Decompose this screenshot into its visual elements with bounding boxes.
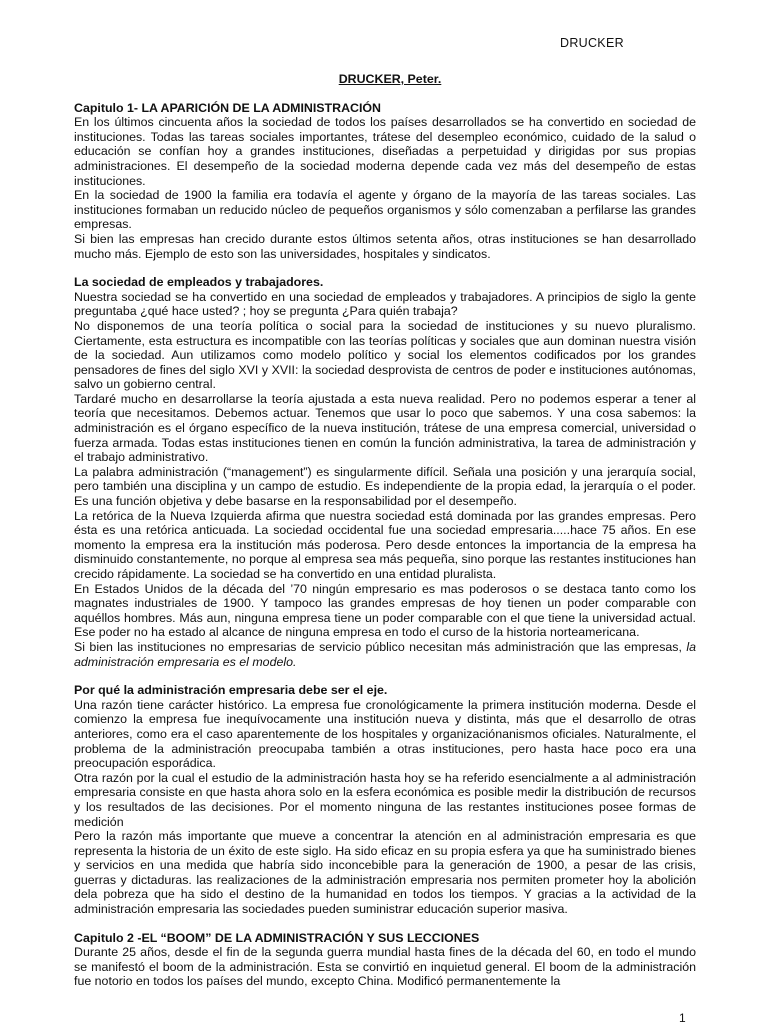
paragraph: En los últimos cincuenta años la sociedad de todos los países desarrollados se ha convertido en sociedad de instituciones. Todas las tareas sociales importantes, trátese del desempleo económico, cuidado de la salud o educación se confían hoy a grandes instituciones, diseñadas a perpetuidad y dirigidas por sus propias administraciones. El desempeño de la sociedad moderna depende cada vez más del desempeño de estas instituciones. [74,115,696,188]
paragraph: Otra razón por la cual el estudio de la administración hasta hoy se ha referido esencialmente a al administración empresaria consiste en que hasta ahora solo en la esfera económica es posible medir la distribución de recursos y los resultados de las decisiones. Por el momento ninguna de las restantes instituciones posee formas de medición [74,770,696,829]
paragraph: En la sociedad de 1900 la familia era todavía el agente y órgano de la mayoría de las tareas sociales. Las instituciones formaban un reducido núcleo de pequeños organismos y sólo comenzaban a perfilarse las grandes empresas. [74,188,696,232]
paragraph-text: Si bien las instituciones no empresarias de servicio público necesitan más administración que las empresas, [74,639,687,654]
paragraph-with-emphasis [74,640,696,669]
section-heading-por-que: Por qué la administración empresaria debe ser el eje. [74,683,388,698]
paragraph: Una razón tiene carácter histórico. La empresa fue cronológicamente la primera institución moderna. Desde el comienzo la empresa fue inequívocamente una institución nueva y distinta, más que el desarrollo de otras anteriores, como era el caso aparentemente de los hospitales y organizaciónanismos oficiales. Naturalmente, el problema de la administración preocupaba también a otras instituciones, pero hasta hace poco era una preocupación esporádica. [74,697,696,771]
paragraph: La palabra administración (“management”) es singularmente difícil. Señala una posición y una jerarquía social, pero también una disciplina y un campo de estudio. Es independiente de la propia edad, la jerarquía o el poder. Es una función objetiva y debe basarse en la responsabilidad por el desempeño. [74,464,696,509]
section-heading-sociedad: La sociedad de empleados y trabajadores. [74,275,324,290]
paragraph: Si bien las empresas han crecido durante estos últimos setenta años, otras instituciones se han desarrollado mucho más. Ejemplo de esto son las universidades, hospitales y sindicatos. [74,231,696,261]
page-number: 1 [679,1011,686,1025]
paragraph: Pero la razón más importante que mueve a concentrar la atención en al administración empresaria es que representa la historia de un éxito de este siglo. Ha sido eficaz en su propia esfera ya que ha suministrado bienes y servicios en una medida que habría sido inconcebible para la generación de 1900, a pesar de las crisis, guerras y dictaduras. las realizaciones de la administración empresaria nos permiten prometer hoy la abolición dela pobreza que ha sido el destino de la humanidad en todos los tiempos. Y gracias a la actividad de la administración empresaria las sociedades pueden suministrar educación superior masiva. [74,829,696,917]
emphasized-text: la administración empresaria es el modelo. [74,639,696,669]
paragraph: Nuestra sociedad se ha convertido en una sociedad de empleados y trabajadores. A principios de siglo la gente preguntaba ¿qué hace usted? ; hoy se pregunta ¿Para quién trabaja? [74,289,696,319]
running-header: DRUCKER [560,36,624,50]
paragraph: Durante 25 años, desde el fin de la segunda guerra mundial hasta fines de la década del 60, en todo el mundo se manifestó el boom de la administración. Esta se convirtió en inquietud general. El boom de la administración fue notorio en todos los países del mundo, excepto China. Modificó permanentemente la [74,945,696,989]
paragraph: No disponemos de una teoría política o social para la sociedad de instituciones y su nuevo pluralismo. Ciertamente, esta estructura es incompatible con las teorías políticas y sociales que aun dominan nuestra visión de la sociedad. Aun utilizamos como modelo político y social los elementos codificados por los grandes pensadores de fines del siglo XVI y XVII: la sociedad desprovista de centros de poder e instituciones autónomas, salvo un gobierno central. [74,318,696,392]
chapter-1-heading: Capitulo 1- LA APARICIÓN DE LA ADMINISTRACIÓN [74,100,381,115]
paragraph: Tardaré mucho en desarrollarse la teoría ajustada a esta nueva realidad. Pero no podemos esperar a tener al teoría que necesitamos. Debemos actuar. Tenemos que usar lo poco que sabemos. Y una cosa sabemos: la administración es el órgano específico de la nueva institución, trátese de una empresa comercial, universidad o fuerza armada. Todas estas instituciones tienen en común la función administrativa, la tarea de administración y el trabajo administrativo. [74,391,696,465]
paragraph: En Estados Unidos de la década del ’70 ningún empresario es mas poderosos o se destaca tanto como los magnates industriales de 1900. Y tampoco las grandes empresas de hoy tienen un poder comparable con aquéllos hombres. Más aun, ninguna empresa tiene un poder comparable con el que tiene la universidad actual. Ese poder no ha estado al alcance de ninguna empresa en todo el curso de la historia norteamericana. [74,581,696,640]
chapter-2-heading: Capitulo 2 -EL “BOOM” DE LA ADMINISTRACIÓN Y SUS LECCIONES [74,930,480,945]
document-body [74,72,696,989]
paragraph: La retórica de la Nueva Izquierda afirma que nuestra sociedad está dominada por las grandes empresas. Pero ésta es una retórica anticuada. La sociedad occidental fue una sociedad empresaria.....hace 75 años. En ese momento la empresa era la institución más poderosa. Pero desde entonces la importancia de la empresa ha disminuido constantemente, no porque al empresa sea más pequeña, sino porque las restantes instituciones han crecido rápidamente. La sociedad se ha convertido en una entidad pluralista. [74,508,696,581]
document-title: DRUCKER, Peter. [338,72,442,86]
